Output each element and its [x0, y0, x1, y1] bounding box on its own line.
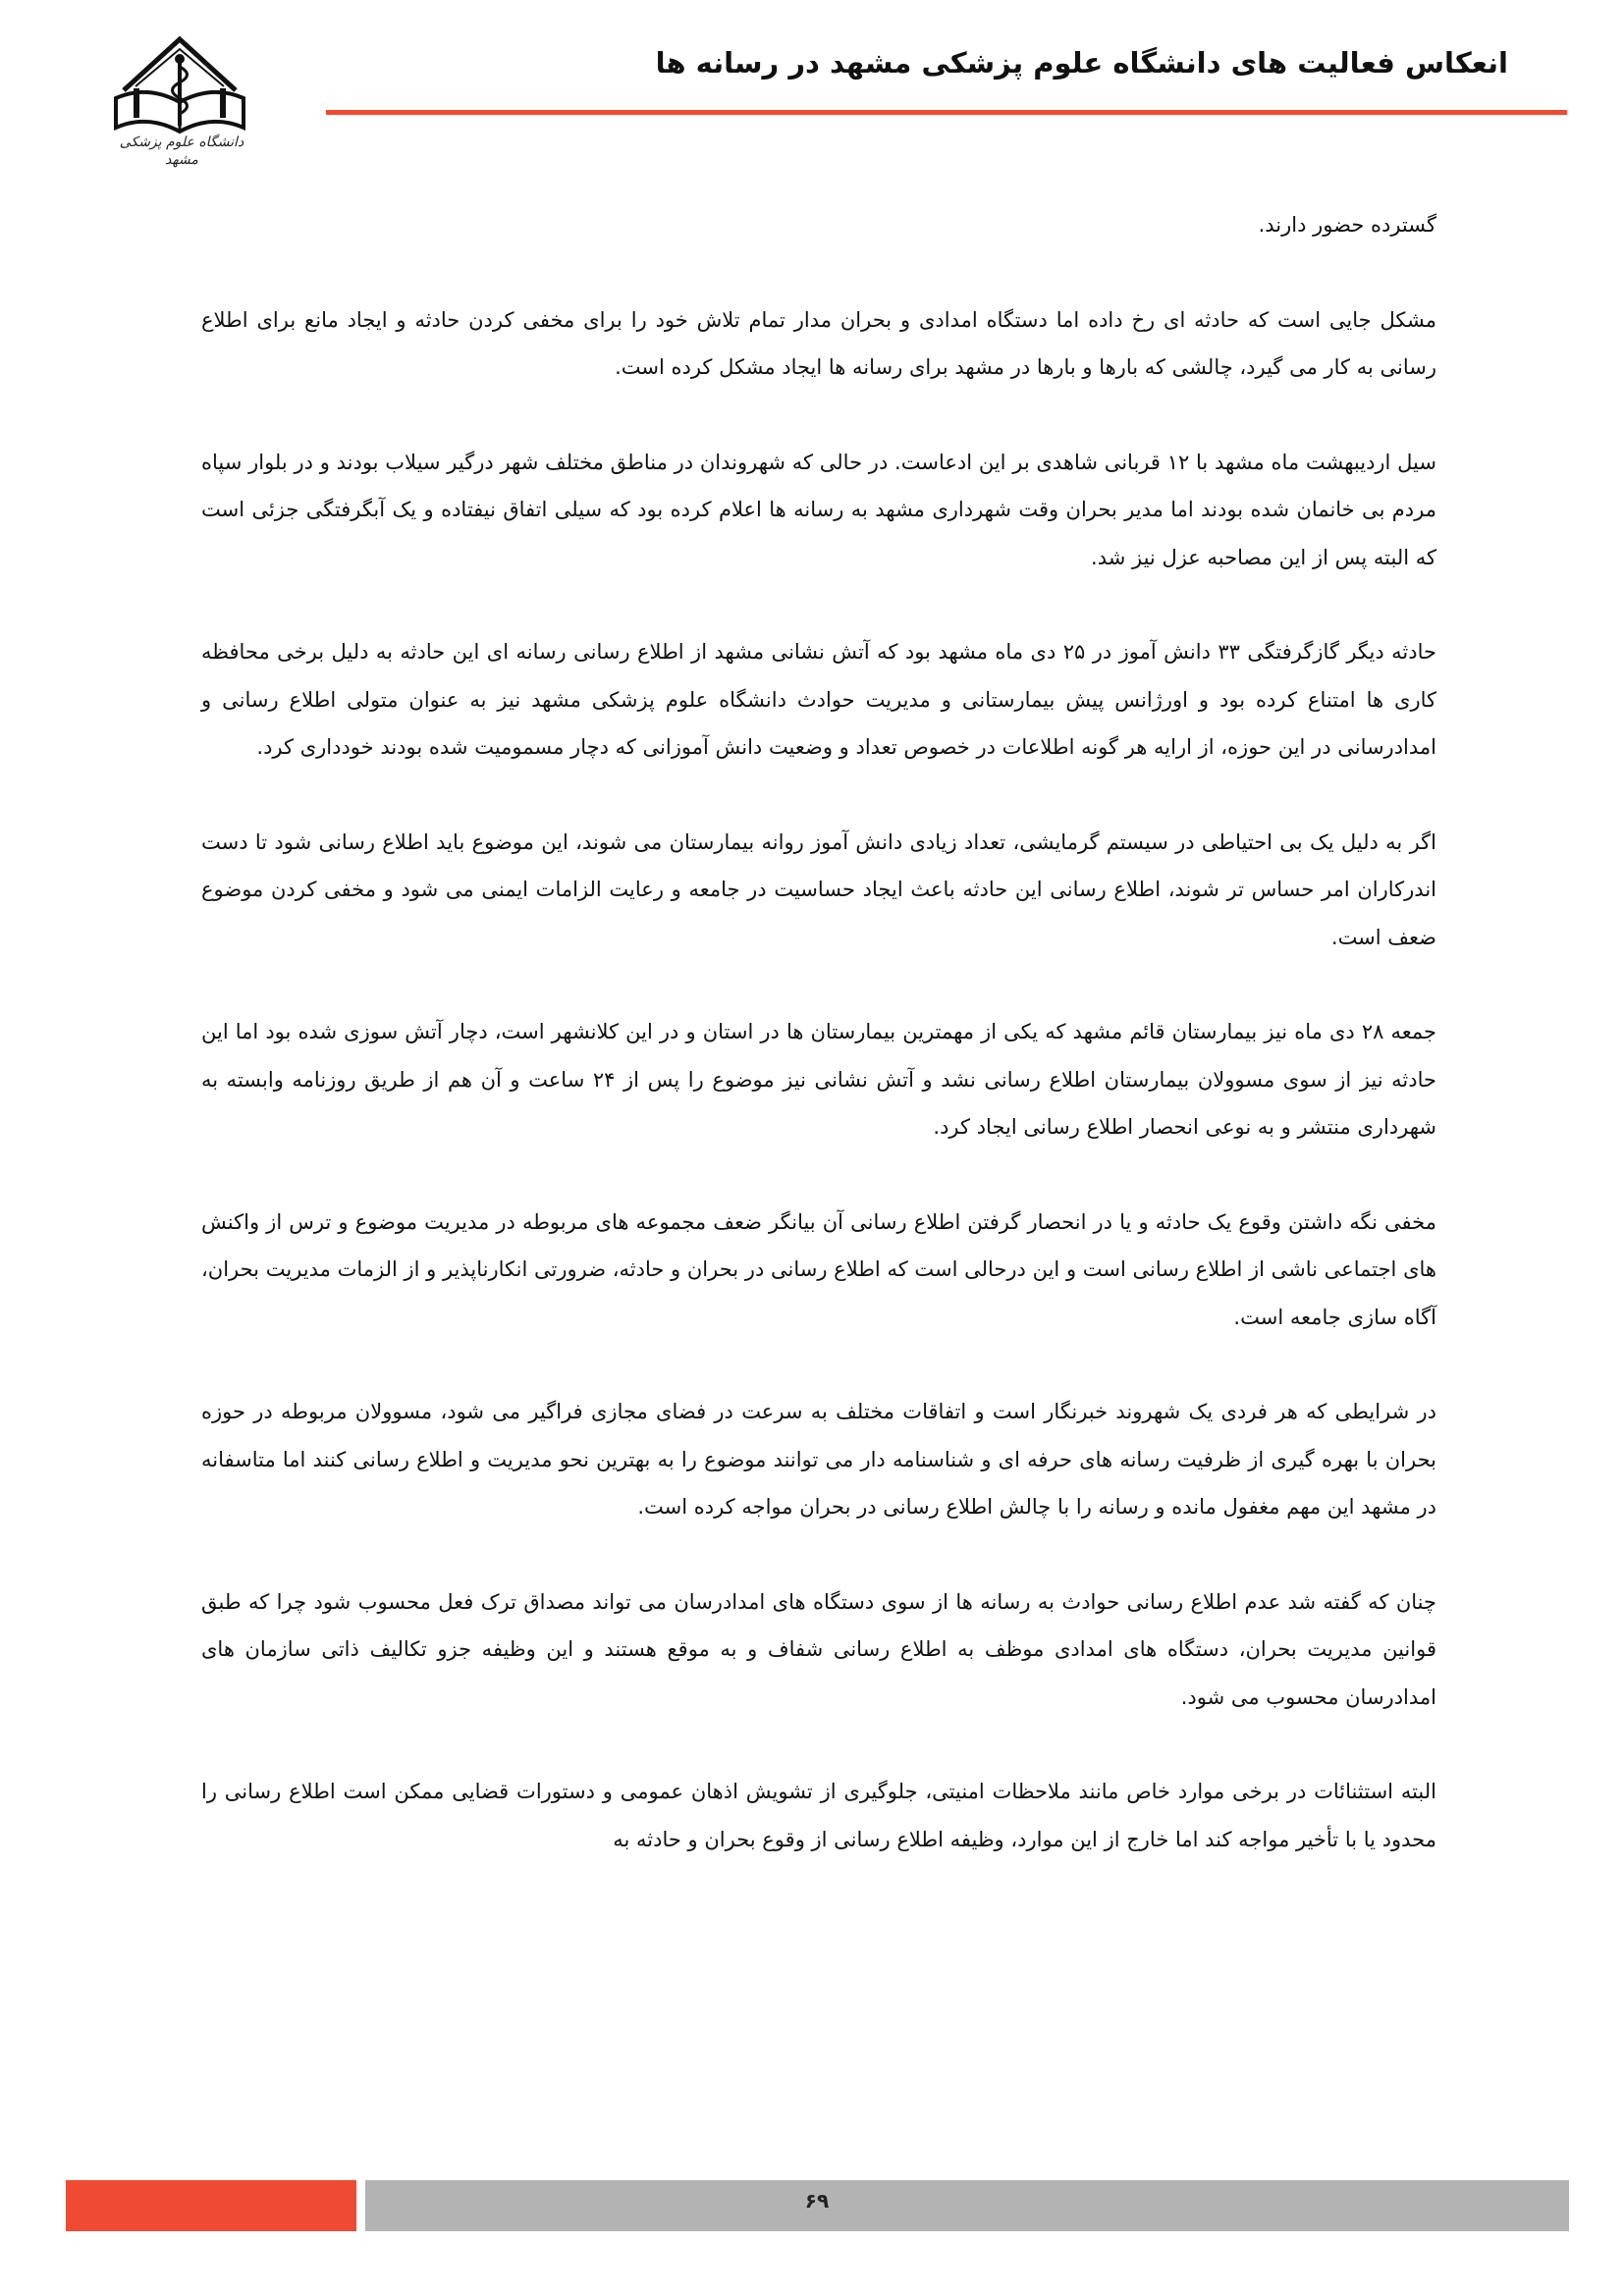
article-body [201, 201, 1436, 1910]
page-number: ۶۹ [804, 2189, 830, 2213]
paragraph: جمعه ۲۸ دی ماه نیز بیمارستان قائم مشهد که یکی از مهمترین بیمارستان ها در استان و در این کلانشهر است، دچار آتش سوزی شده بود اما این حادثه نیز از سوی مسوولان بیمارستان اطلاع رسانی نشد و آتش نشانی نیز موضوع را پس از ۲۴ ساعت و آن هم از طریق روزنامه وابسته به شهرداری منتشر و به نوعی انحصار اطلاع رسانی ایجاد کرد. [201, 1020, 1437, 1139]
paragraph: گسترده حضور دارند. [1258, 213, 1436, 237]
paragraph: اگر به دلیل یک بی احتیاطی در سیستم گرمایشی، تعداد زیادی دانش آموز روانه بیمارستان می شوند، این موضوع باید اطلاع رسانی شود تا دست اندرکاران امر حساس تر شوند، اطلاع رسانی این حادثه باعث ایجاد حساسیت در جامعه و رعایت الزامات ایمنی می شود و مخفی کردن موضوع ضعف است. [201, 829, 1436, 949]
footer-accent-bar [66, 2180, 356, 2231]
paragraph: سیل اردیبهشت ماه مشهد با ۱۲ قربانی شاهدی بر این ادعاست. در حالی که شهروندان در مناطق مختلف شهر درگیر سیلاب بودند و در بلوار سپاه مردم بی خانمان شده بودند اما مدیر بحران وقت شهرداری مشهد به رسانه ها اعلام کرده بود که سیلی اتفاق نیفتاده و یک آبگرفتگی جزئی است که البته پس از این مصاحبه عزل نیز شد. [201, 450, 1436, 569]
paragraph: چنان که گفته شد عدم اطلاع رسانی حوادث به رسانه ها از سوی دستگاه های امدادرسان می تواند مصداق ترک فعل محسوب شود چرا که طبق قوانین مدیریت بحران، دستگاه های امدادی موظف به اطلاع رسانی شفاف و به موقع هستند و این وظیفه جزو تکالیف ذاتی سازمان های امدادرسان محسوب می شود. [201, 1589, 1436, 1709]
paragraph: البته استثنائات در برخی موارد خاص مانند ملاحظات امنیتی، جلوگیری از تشویش اذهان عمومی و دستورات قضایی ممکن است اطلاع رسانی را محدود یا با تأخیر مواجه کند اما خارج از این موارد، وظیفه اطلاع رسانی از وقوع بحران و حادثه به [201, 1780, 1436, 1851]
paragraph: مخفی نگه داشتن وقوع یک حادثه و یا در انحصار گرفتن اطلاع رسانی آن بیانگر ضعف مجموعه های مربوطه در مدیریت موضوع و ترس از واکنش های اجتماعی ناشی از اطلاع رسانی است و این درحالی است که اطلاع رسانی در بحران و حادثه، ضرورتی انکارناپذیر و از الزمات مدیریت بحران، آگاه سازی جامعه است. [201, 1209, 1436, 1329]
logo-caption: دانشگاه علوم پزشکی مشهد [119, 134, 244, 168]
paragraph: حادثه دیگر گازگرفتگی ۳۳ دانش آموز در ۲۵ دی ماه مشهد بود که آتش نشانی مشهد از اطلاع رسانی رسانه ای این حادثه به دلیل برخی محافظه کاری ها امتناع کرده بود و اورژانس پیش بیمارستانی و مدیریت حوادث دانشگاه علوم پزشکی مشهد نیز به عنوان متولی اطلاع رسانی و امدادرسانی در این حوزه، از ارایه هر گونه اطلاعات در خصوص تعداد و وضعیت دانش آموزانی که دچار مسمومیت شده بودند خودداری کرد. [201, 640, 1436, 759]
document-header-title: انعکاس فعالیت های دانشگاه علوم پزشکی مشهد در رسانه ها [655, 46, 1508, 80]
paragraph: مشکل جایی است که حادثه ای رخ داده اما دستگاه امدادی و بحران مدار تمام تلاش خود را برای مخفی کردن حادثه و ایجاد مانع برای اطلاع رسانی به کار می گیرد، چالشی که بارها و بارها در مشهد برای رسانه ها ایجاد مشکل کرده است. [201, 307, 1436, 379]
paragraph: در شرایطی که هر فردی یک شهروند خبرنگار است و اتفاقات مختلف به سرعت در فضای مجازی فراگیر می شود، مسوولان مربوطه در حوزه بحران با بهره گیری از ظرفیت رسانه های حرفه ای و شناسنامه دار می توانند موضوع را به بهترین نحو مدیریت و اطلاع رسانی کنند اما متاسفانه در مشهد این مهم مغفول مانده و رسانه را با چالش اطلاع رسانی در بحران مواجه کرده است. [201, 1400, 1436, 1519]
header-divider [326, 110, 1567, 115]
